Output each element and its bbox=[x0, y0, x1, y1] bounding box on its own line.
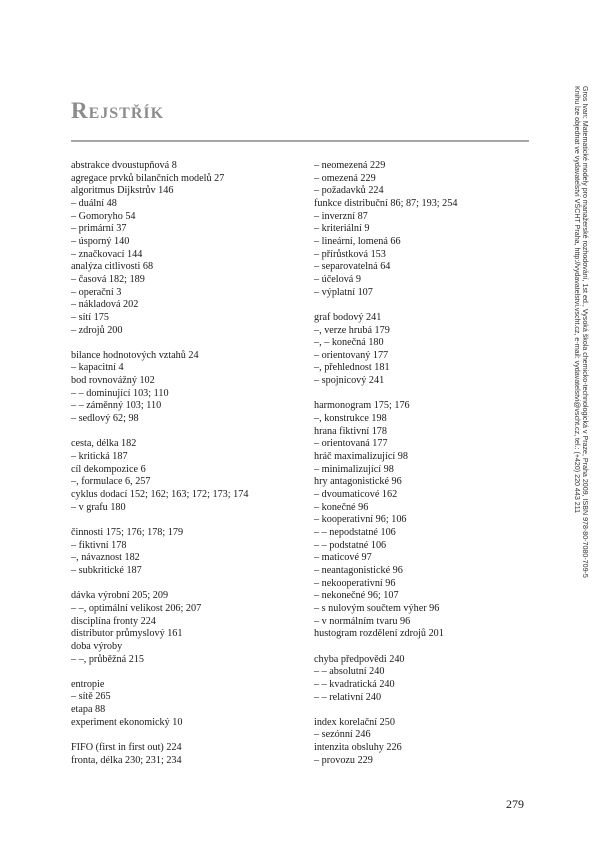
index-entry: – kapacitní 4 bbox=[71, 362, 124, 374]
index-entry: entropie bbox=[71, 678, 105, 690]
index-entry: –, konstrukce 198 bbox=[314, 413, 387, 425]
index-entry: – konečné 96 bbox=[314, 501, 369, 513]
side-note-line: Knihu lze objednat ve vydavatelství VŠCHT Praha, http://vydavatelstvi.vscht.cz, e-mail: vydavatelstvi@vscht.cz, tel.: (+420) 220 443 211 bbox=[573, 86, 581, 514]
index-entry: – nekonečné 96; 107 bbox=[314, 590, 399, 602]
index-entry: – sezónní 246 bbox=[314, 729, 371, 741]
index-entry: distributor průmyslový 161 bbox=[71, 628, 183, 640]
index-entry: cyklus dodací 152; 162; 163; 172; 173; 174 bbox=[71, 489, 249, 501]
index-entry: – v normálním tvaru 96 bbox=[314, 615, 411, 627]
index-entry: – Gomoryho 54 bbox=[71, 210, 136, 222]
index-entry: – přírůstková 153 bbox=[314, 248, 386, 260]
index-entry: bod rovnovážný 102 bbox=[71, 375, 155, 387]
side-copyright-note bbox=[557, 86, 589, 578]
index-entry: index korelační 250 bbox=[314, 716, 395, 728]
index-entry: – v grafu 180 bbox=[71, 501, 126, 513]
index-group bbox=[314, 400, 529, 640]
index-entry: – lineární, lomená 66 bbox=[314, 235, 401, 247]
index-entry: experiment ekonomický 10 bbox=[71, 716, 183, 728]
index-entry: – výplatní 107 bbox=[314, 286, 373, 298]
index-entry: – separovatelná 64 bbox=[314, 261, 391, 273]
index-entry: – požadavků 224 bbox=[314, 185, 384, 197]
index-entry: intenzita obsluhy 226 bbox=[314, 742, 402, 754]
index-group bbox=[314, 654, 529, 705]
index-entry: – inverzní 87 bbox=[314, 210, 368, 222]
index-entry: graf bodový 241 bbox=[314, 311, 382, 323]
index-entry: cíl dekompozice 6 bbox=[71, 463, 146, 475]
index-group bbox=[314, 312, 529, 388]
index-entry: – – relativní 240 bbox=[314, 691, 382, 703]
index-entry: – subkritické 187 bbox=[71, 564, 142, 576]
index-entry: – orientovaný 177 bbox=[314, 349, 389, 361]
index-entry: – fiktivní 178 bbox=[71, 539, 127, 551]
index-entry: – neantagonistické 96 bbox=[314, 564, 403, 576]
index-column-right bbox=[314, 160, 529, 780]
index-entry: – minimalizující 98 bbox=[314, 463, 394, 475]
index-entry: FIFO (first in first out) 224 bbox=[71, 742, 182, 754]
index-entry: –, – konečná 180 bbox=[314, 337, 384, 349]
index-entry: –, návaznost 182 bbox=[71, 552, 140, 564]
index-column-left bbox=[71, 160, 286, 780]
index-entry: abstrakce dvoustupňová 8 bbox=[71, 160, 177, 171]
index-entry: harmonogram 175; 176 bbox=[314, 400, 410, 412]
index-group bbox=[71, 527, 286, 578]
index-group bbox=[314, 160, 529, 299]
page-number: 279 bbox=[506, 797, 524, 811]
index-entry: algoritmus Dijkstrův 146 bbox=[71, 185, 174, 197]
index-entry: disciplína fronty 224 bbox=[71, 615, 156, 627]
index-entry: chyba předpovědi 240 bbox=[314, 653, 405, 665]
index-entry: hry antagonistické 96 bbox=[314, 476, 402, 488]
index-entry: –, přehlednost 181 bbox=[314, 362, 390, 374]
index-entry: – operační 3 bbox=[71, 286, 122, 298]
index-entry: – provozu 229 bbox=[314, 754, 373, 766]
index-entry: –, formulace 6, 257 bbox=[71, 476, 151, 488]
index-group bbox=[71, 679, 286, 730]
index-entry: – sítí 175 bbox=[71, 311, 109, 323]
index-entry: – dvoumaticové 162 bbox=[314, 489, 398, 501]
index-entry: – – absolutní 240 bbox=[314, 666, 385, 678]
index-entry: – časová 182; 189 bbox=[71, 273, 145, 285]
index-entry: – kriteriální 9 bbox=[314, 223, 370, 235]
index-entry: cesta, délka 182 bbox=[71, 438, 137, 450]
index-entry: – s nulovým součtem výher 96 bbox=[314, 602, 440, 614]
index-entry: – omezená 229 bbox=[314, 172, 376, 184]
index-entry: fronta, délka 230; 231; 234 bbox=[71, 754, 182, 766]
index-entry: – – dominující 103; 110 bbox=[71, 387, 169, 399]
index-entry: – – nepodstatné 106 bbox=[314, 527, 396, 538]
index-entry: hustogram rozdělení zdrojů 201 bbox=[314, 628, 444, 640]
index-entry: – značkovací 144 bbox=[71, 248, 143, 260]
index-entry: agregace prvků bilančních modelů 27 bbox=[71, 172, 225, 184]
index-group bbox=[71, 742, 286, 767]
title-rule bbox=[71, 140, 529, 142]
index-group bbox=[71, 160, 286, 337]
side-note-line: Gros Ivan: Matematické modely pro manažerské rozhodování, 1st ed., Vysoká škola chemicko-technologická v Praze, Praha 2009, ISBN 978-80-7080-709-5 bbox=[581, 86, 589, 578]
index-group bbox=[71, 438, 286, 514]
index-group bbox=[71, 350, 286, 426]
index-entry: – zdrojů 200 bbox=[71, 324, 123, 336]
index-entry: – –, průběžná 215 bbox=[71, 653, 144, 665]
index-entry: hráč maximalizující 98 bbox=[314, 451, 408, 463]
index-entry: etapa 88 bbox=[71, 704, 106, 716]
index-entry: –, verze hrubá 179 bbox=[314, 324, 390, 336]
index-entry: – – kvadratická 240 bbox=[314, 678, 395, 690]
index-entry: – maticové 97 bbox=[314, 552, 372, 564]
index-group bbox=[314, 717, 529, 768]
page-title: Rejstřík bbox=[71, 98, 165, 123]
index-entry: – sítě 265 bbox=[71, 691, 111, 703]
index-entry: – neomezená 229 bbox=[314, 160, 386, 171]
index-entry: činnosti 175; 176; 178; 179 bbox=[71, 526, 184, 538]
index-group bbox=[71, 590, 286, 666]
index-entry: doba výroby bbox=[71, 640, 123, 652]
index-entry: – nákladová 202 bbox=[71, 299, 139, 311]
index-entry: – kritická 187 bbox=[71, 451, 128, 463]
index-entry: – úsporný 140 bbox=[71, 235, 130, 247]
index-entry: – nekooperativní 96 bbox=[314, 577, 396, 589]
index-entry: bilance hodnotových vztahů 24 bbox=[71, 349, 199, 361]
index-entry: – –, optimální velikost 206; 207 bbox=[71, 602, 202, 614]
index-entry: – účelová 9 bbox=[314, 273, 361, 285]
index-entry: – – záměnný 103; 110 bbox=[71, 400, 162, 412]
index-entry: funkce distribuční 86; 87; 193; 254 bbox=[314, 197, 458, 209]
index-entry: – duální 48 bbox=[71, 197, 117, 209]
index-entry: – orientovaná 177 bbox=[314, 438, 388, 450]
index-entry: analýza citlivosti 68 bbox=[71, 261, 154, 273]
index-entry: – sedlový 62; 98 bbox=[71, 413, 139, 425]
index-entry: – – podstatné 106 bbox=[314, 539, 387, 551]
index-entry: hrana fiktivní 178 bbox=[314, 425, 387, 437]
index-entry: – spojnicový 241 bbox=[314, 375, 385, 387]
index-entry: – primární 37 bbox=[71, 223, 127, 235]
index-entry: – kooperativní 96; 106 bbox=[314, 514, 407, 526]
index-entry: dávka výrobní 205; 209 bbox=[71, 590, 169, 602]
